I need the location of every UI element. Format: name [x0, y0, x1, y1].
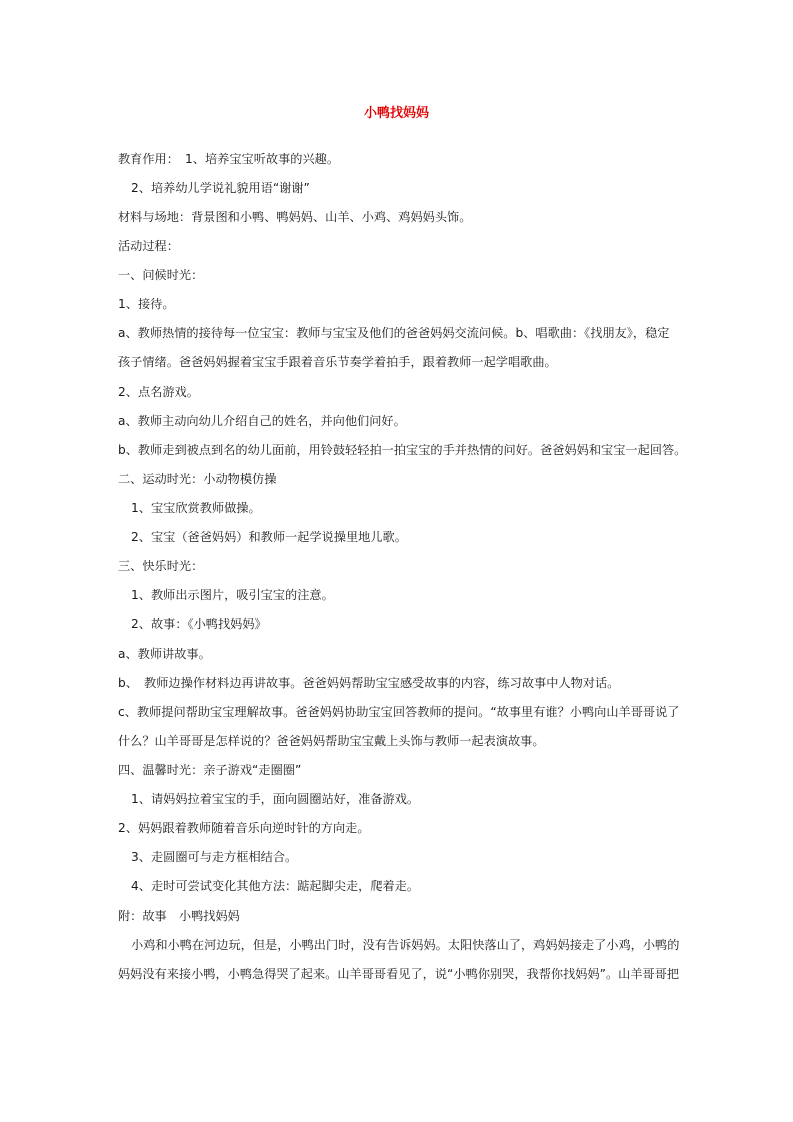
paragraph: 材料与场地：背景图和小鸭、鸭妈妈、山羊、小鸡、鸡妈妈头饰。 — [118, 210, 472, 224]
paragraph: a、教师热情的接待每一位宝宝：教师与宝宝及他们的爸爸妈妈交流问候。b、唱歌曲：《找朋友》，稳定 — [118, 326, 670, 340]
paragraph: 四、温馨时光：亲子游戏“走圈圈” — [118, 763, 302, 777]
paragraph: 1、宝宝欣赏教师做操。 — [131, 501, 261, 515]
paragraph: 1、请妈妈拉着宝宝的手，面向圆圈站好，准备游戏。 — [131, 792, 420, 806]
paragraph: 2、故事：《小鸭找妈妈》 — [131, 617, 267, 631]
paragraph: 孩子情绪。爸爸妈妈握着宝宝手跟着音乐节奏学着拍手，跟着教师一起学唱歌曲。 — [118, 355, 557, 369]
paragraph: 1、教师出示图片，吸引宝宝的注意。 — [131, 588, 334, 602]
document-title: 小鸭找妈妈 — [363, 106, 429, 121]
paragraph: 4、走时可尝试变化其他方法：踮起脚尖走，爬着走。 — [131, 879, 420, 893]
paragraph: 什么？山羊哥哥是怎样说的？爸爸妈妈帮助宝宝戴上头饰与教师一起表演故事。 — [118, 734, 545, 748]
paragraph: 教育作用： 1、培养宝宝听故事的兴趣。 — [118, 152, 340, 166]
paragraph: 小鸡和小鸭在河边玩，但是，小鸭出门时，没有告诉妈妈。太阳快落山了，鸡妈妈接走了小鸡，小鸭的 — [131, 938, 680, 952]
paragraph: 三、快乐时光： — [118, 559, 204, 573]
paragraph: 一、问候时光： — [118, 268, 204, 282]
paragraph: 附：故事 小鸭找妈妈 — [118, 909, 240, 923]
paragraph: b、 教师边操作材料边再讲故事。爸爸妈妈帮助宝宝感受故事的内容，练习故事中人物对话。 — [118, 676, 620, 690]
paragraph: 活动过程： — [118, 239, 179, 253]
paragraph: a、教师主动向幼儿介绍自己的姓名，并向他们问好。 — [118, 414, 406, 428]
paragraph: 妈妈没有来接小鸭，小鸭急得哭了起来。山羊哥哥看见了，说“小鸭你别哭，我帮你找妈妈”。山羊哥哥把 — [118, 967, 680, 981]
paragraph: a、教师讲故事。 — [118, 647, 211, 661]
paragraph: 2、点名游戏。 — [118, 385, 199, 399]
paragraph: 二、运动时光：小动物模仿操 — [118, 472, 277, 486]
paragraph: 2、培养幼儿学说礼貌用语“谢谢” — [131, 181, 310, 195]
paragraph: c、教师提问帮助宝宝理解故事。爸爸妈妈协助宝宝回答教师的提问。“故事里有谁？小鸭向山羊哥哥说了 — [118, 705, 680, 719]
paragraph: 3、走圆圈可与走方框相结合。 — [131, 850, 298, 864]
paragraph: b、教师走到被点到名的幼儿面前，用铃鼓轻轻拍一拍宝宝的手并热情的问好。爸爸妈妈和宝宝一起回答。 — [118, 443, 687, 457]
paragraph: 2、妈妈跟着教师随着音乐向逆时针的方向走。 — [118, 821, 370, 835]
paragraph: 1、接待。 — [118, 297, 175, 311]
paragraph: 2、宝宝（爸爸妈妈）和教师一起学说操里地儿歌。 — [131, 530, 407, 544]
